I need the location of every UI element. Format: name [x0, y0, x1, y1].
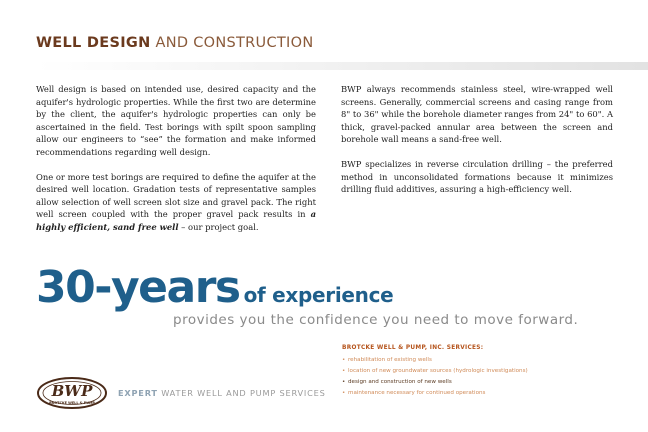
- heading-bold: WELL DESIGN: [36, 35, 151, 51]
- left-paragraph-1: Well design is based on intended use, desired capacity and the aquifer's hydrologic properties. While the first two are determine by the client, the aquifer's hydrologic properties can only be ascertained in the field. Test borings with spilt spoon sampling allow our engineers to “see” the formation and make informed recommendations regarding well design.: [36, 84, 316, 157]
- heading-rule: [36, 62, 648, 70]
- right-paragraph-2: BWP specializes in reverse circulation drilling – the preferred method in unconsolidated formations because it minimizes drilling fluid additives, assuring a high-efficiency well.: [341, 158, 613, 195]
- services-list: [342, 345, 528, 399]
- left-paragraph-2-start: One or more test borings are required to define the aquifer at the desired well location. Gradation tests of representative samples allow selection of well screen slot size and gravel pack. The right well screen coupled with the proper gravel pack results in: [36, 171, 316, 220]
- right-paragraph-1: BWP always recommends stainless steel, wire-wrapped well screens. Generally, commercial screens and casing range from 8" to 36" while the borehole diameter ranges from 24" to 60". A thick, gravel-packed annular area between the screen and borehole wall means a sand-free well.: [341, 84, 613, 145]
- brand-rest: WATER WELL AND PUMP SERVICES: [161, 388, 326, 398]
- left-paragraph-2-end: – our project goal.: [178, 221, 259, 232]
- service-item: • maintenance necessary for continued operations: [342, 388, 528, 399]
- bwp-logo: [36, 375, 108, 411]
- bullet-icon: •: [342, 390, 346, 396]
- bullet-icon: •: [342, 379, 346, 385]
- service-item: • design and construction of new wells: [342, 377, 528, 388]
- headline: [36, 262, 393, 313]
- service-item: • location of new groundwater sources (hydrologic investigations): [342, 366, 528, 377]
- service-item: • rehabilitation of existing wells: [342, 355, 528, 366]
- section-heading: [36, 35, 313, 51]
- brand-line: [118, 388, 326, 398]
- left-column: [36, 83, 316, 246]
- right-column: [341, 83, 613, 208]
- left-paragraph-2: [36, 171, 316, 234]
- bullet-icon: •: [342, 368, 346, 374]
- heading-light: AND CONSTRUCTION: [155, 35, 314, 51]
- left-paragraph-2-emphasis: a highly efficient, sand free well: [36, 209, 316, 232]
- headline-big: 30-years: [36, 262, 240, 313]
- headline-small: of experience: [243, 283, 394, 307]
- brand-strong: EXPERT: [118, 388, 158, 398]
- tagline: provides you the confidence you need to move forward.: [173, 312, 579, 328]
- bullet-icon: •: [342, 357, 346, 363]
- logo-ring-text: BROTCKE WELL & PUMP: [49, 401, 95, 405]
- logo-letters: BWP: [51, 382, 93, 400]
- services-title: BROTCKE WELL & PUMP, INC. SERVICES:: [342, 345, 484, 351]
